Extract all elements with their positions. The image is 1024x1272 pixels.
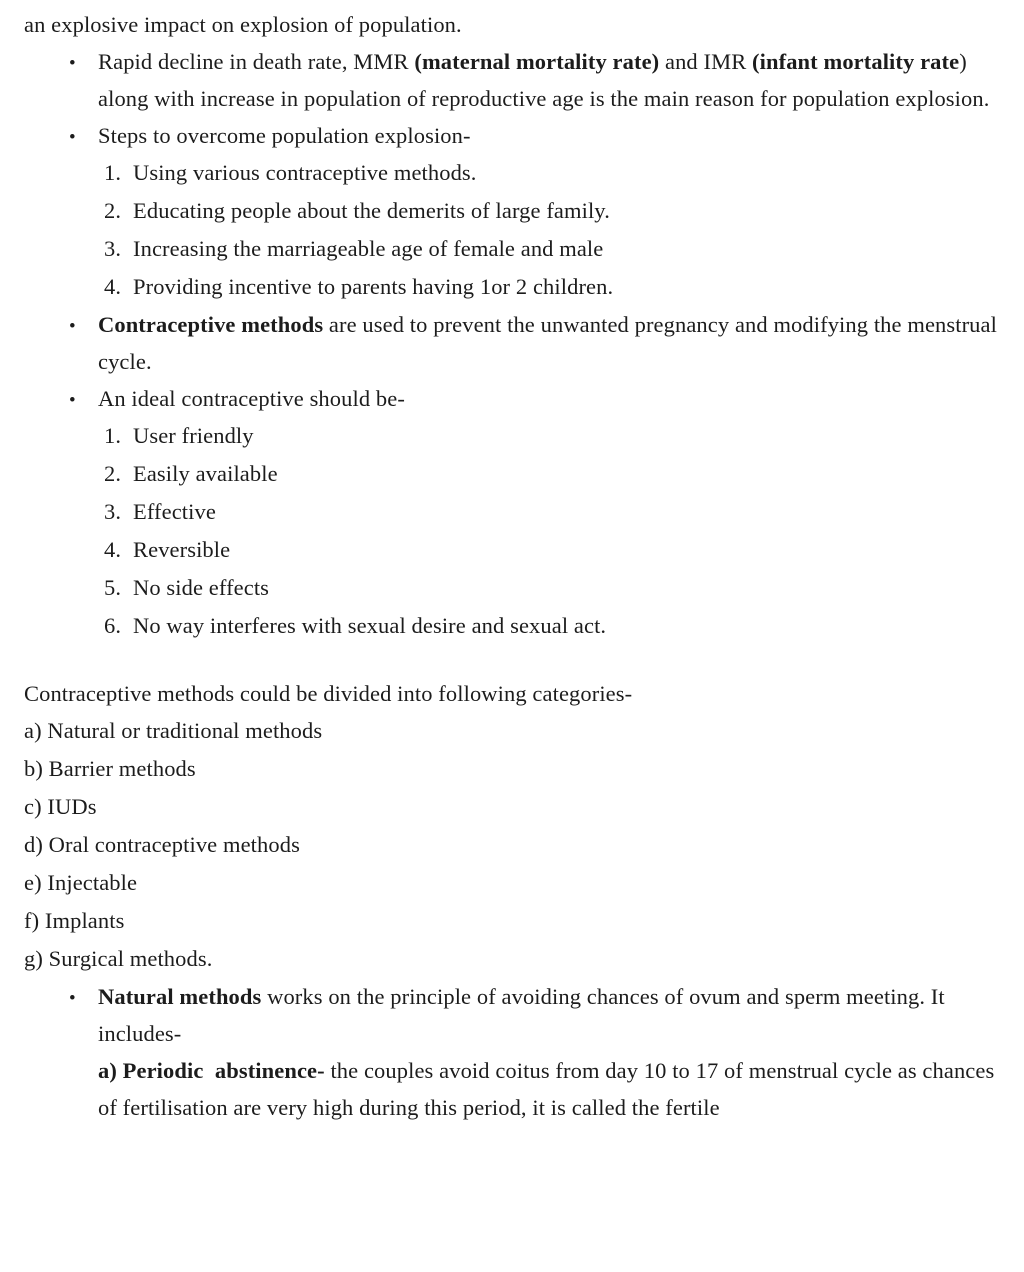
numbered-item-text: Increasing the marriageable age of female and male [133, 236, 604, 261]
list-number-marker: 4. [104, 274, 122, 299]
lettered-list-item: d) Oral contraceptive methods [24, 832, 300, 857]
list-number-marker: 1. [104, 160, 122, 185]
bullet-dot-icon [69, 380, 79, 419]
bullet-list-contraceptive [24, 306, 1000, 417]
list-number-marker: 5. [104, 575, 122, 600]
bullet-dot-icon [69, 306, 79, 345]
bullet-item-text [98, 386, 405, 411]
list-number-marker: 2. [104, 461, 122, 486]
numbered-list-ideal-contraceptive [24, 417, 1000, 645]
lettered-list-categories [24, 712, 1000, 978]
list-number-marker: 2. [104, 198, 122, 223]
numbered-item-text: No side effects [133, 575, 270, 600]
bullet-list-population [24, 43, 1000, 154]
text-run: Steps to overcome population explosion- [98, 123, 471, 148]
numbered-list-item [24, 417, 1000, 455]
numbered-list-item [24, 268, 1000, 306]
bullet-list-item [24, 380, 1000, 417]
bullet-item-text [98, 312, 997, 374]
lettered-list-item: b) Barrier methods [24, 756, 196, 781]
lettered-list-item: f) Implants [24, 908, 125, 933]
numbered-item-text: No way interferes with sexual desire and sexual act. [133, 613, 607, 638]
lettered-list-item: e) Injectable [24, 870, 138, 895]
bold-text-run: (infant mortality rate [752, 49, 960, 74]
numbered-item-text: User friendly [133, 423, 254, 448]
list-number-marker: 3. [104, 236, 122, 261]
categories-intro-paragraph: Contraceptive methods could be divided into following categories- [24, 681, 633, 706]
bullet-dot-icon [69, 978, 79, 1017]
text-run: the couples avoid coitus from day 10 to 17 of menstrual cycle as chances of fertilisation are very high during this period, it is called the fertile [98, 1058, 1001, 1120]
numbered-list-item [24, 607, 1000, 645]
bullet-dot-icon [69, 117, 79, 156]
numbered-item-text: Easily available [133, 461, 278, 486]
bold-text-run: Natural methods [98, 984, 262, 1009]
text-run: ) along with increase in population of reproductive age is the main reason for population explosion. [98, 49, 990, 111]
bold-text-run: a) Periodic abstinence- [98, 1058, 325, 1083]
lettered-list-item: g) Surgical methods. [24, 946, 213, 971]
numbered-list-item [24, 230, 1000, 268]
numbered-list-steps [24, 154, 1000, 306]
list-number-marker: 1. [104, 423, 122, 448]
bold-text-run: (maternal mortality rate) [414, 49, 660, 74]
bullet-item-text [98, 49, 989, 111]
bullet-item-text [98, 984, 945, 1046]
bullet-list-item [24, 43, 1000, 117]
bullet-dot-icon [69, 43, 79, 82]
bullet-list-natural-methods [24, 978, 1000, 1052]
bullet-list-item [24, 978, 1000, 1052]
numbered-list-item [24, 154, 1000, 192]
document-body [24, 6, 1000, 1126]
numbered-list-item [24, 569, 1000, 607]
text-run: are used to prevent the unwanted pregnancy and modifying the menstrual cycle. [98, 312, 997, 374]
text-run: Rapid decline in death rate, MMR [98, 49, 415, 74]
numbered-item-text: Reversible [133, 537, 231, 562]
text-run: and IMR [659, 49, 753, 74]
numbered-item-text: Using various contraceptive methods. [133, 160, 477, 185]
list-number-marker: 3. [104, 499, 122, 524]
bullet-list-item [24, 306, 1000, 380]
numbered-list-item [24, 455, 1000, 493]
bullet-item-text [98, 123, 471, 148]
lettered-list-item: a) Natural or traditional methods [24, 718, 323, 743]
numbered-item-text: Providing incentive to parents having 1or 2 children. [133, 274, 614, 299]
bullet-list-item [24, 117, 1000, 154]
list-number-marker: 4. [104, 537, 122, 562]
numbered-list-item [24, 493, 1000, 531]
bold-text-run: Contraceptive methods [98, 312, 324, 337]
numbered-list-item [24, 192, 1000, 230]
intro-paragraph: an explosive impact on explosion of population. [24, 12, 462, 37]
numbered-list-item [24, 531, 1000, 569]
list-number-marker: 6. [104, 613, 122, 638]
periodic-abstinence-paragraph [24, 1052, 1000, 1126]
text-run: works on the principle of avoiding chances of ovum and sperm meeting. It includes- [98, 984, 945, 1046]
text-run: An ideal contraceptive should be- [98, 386, 405, 411]
numbered-item-text: Educating people about the demerits of large family. [133, 198, 610, 223]
lettered-list-item: c) IUDs [24, 794, 97, 819]
numbered-item-text: Effective [133, 499, 216, 524]
